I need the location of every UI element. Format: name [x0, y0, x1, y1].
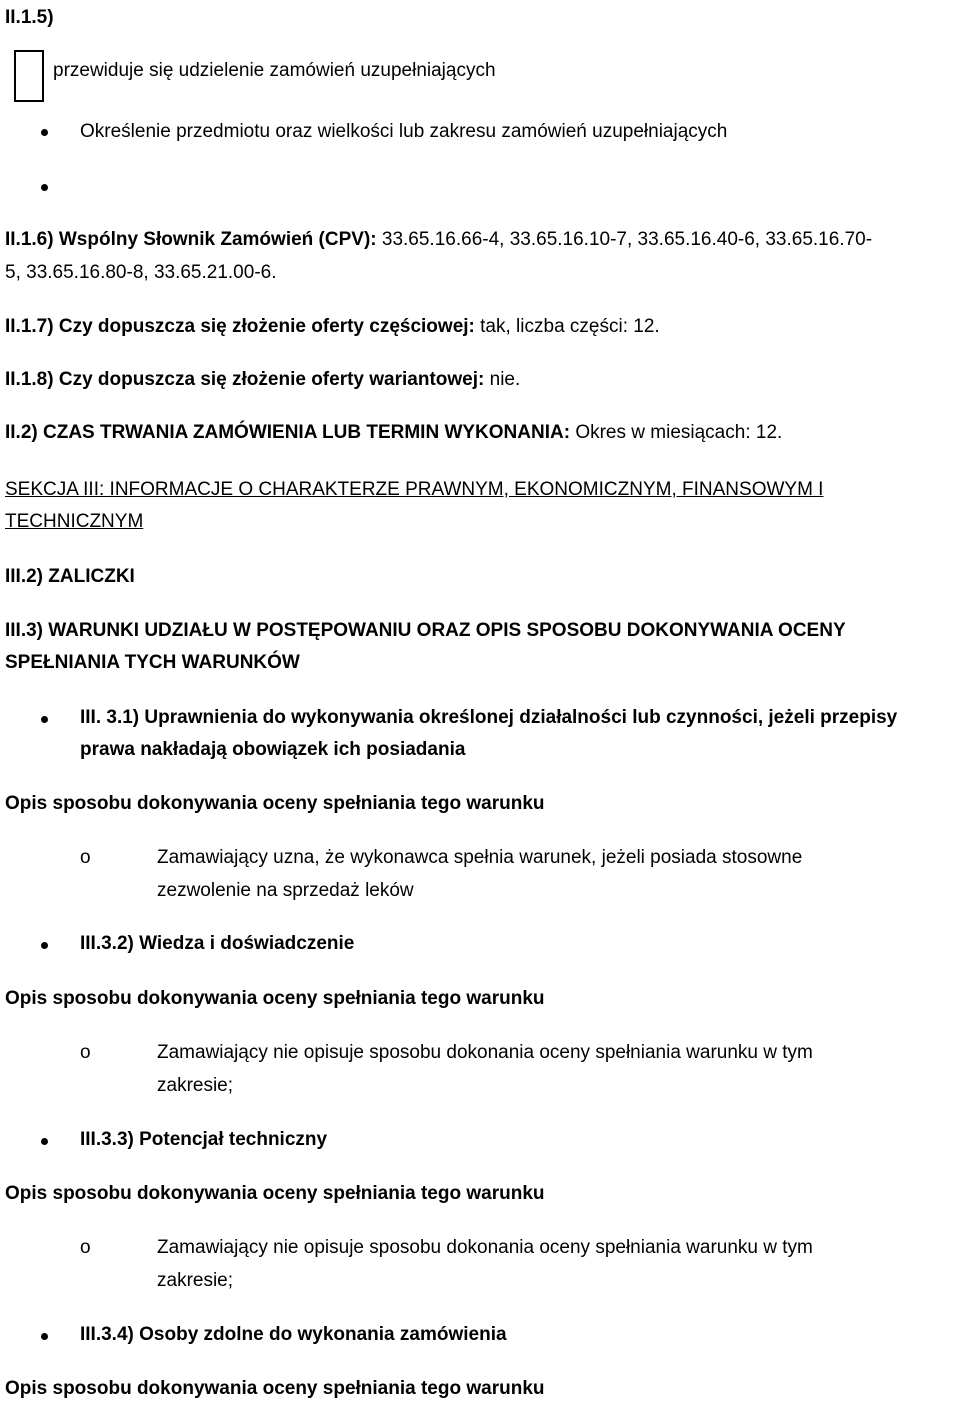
circle-bullet-icon: o [80, 1042, 91, 1063]
warunki-heading-2: SPEŁNIANIA TYCH WARUNKÓW [5, 652, 300, 673]
czas-trwania-label: II.2) CZAS TRWANIA ZAMÓWIENIA LUB TERMIN WYKONANIA: [5, 422, 571, 443]
item2-sub-2: zakresie; [157, 1075, 234, 1096]
bullet-icon [41, 716, 48, 723]
item4-opis: Opis sposobu dokonywania oceny spełniania tego warunku [5, 1378, 545, 1399]
sekcja-iii-heading-2: TECHNICZNYM [5, 511, 144, 532]
bullet-icon [41, 129, 48, 136]
item1-sub-2: zezwolenie na sprzedaż leków [157, 880, 414, 901]
item1-title-2: prawa nakładają obowiązek ich posiadania [80, 739, 466, 760]
item3-opis: Opis sposobu dokonywania oceny spełniania tego warunku [5, 1183, 545, 1204]
item4-title: III.3.4) Osoby zdolne do wykonania zamówienia [80, 1324, 507, 1345]
checkbox-label: przewiduje się udzielenie zamówień uzupełniających [53, 60, 496, 81]
bullet-icon [41, 184, 48, 191]
zaliczki-heading: III.2) ZALICZKI [5, 566, 135, 587]
checkbox-icon [14, 50, 44, 102]
oferta-czesciowa-value: tak, liczba części: 12. [474, 316, 660, 337]
cpv-line-1 [5, 224, 872, 256]
bullet-icon [41, 1138, 48, 1145]
item3-sub-2: zakresie; [157, 1270, 234, 1291]
sekcja-iii-heading-1: SEKCJA III: INFORMACJE O CHARAKTERZE PRAWNYM, EKONOMICZNYM, FINANSOWYM I [5, 479, 824, 500]
cpv-values-2: 5, 33.65.16.80-8, 33.65.21.00-6. [5, 262, 277, 283]
bullet-icon [41, 1333, 48, 1340]
cpv-label: II.1.6) Wspólny Słownik Zamówień (CPV): [5, 229, 377, 250]
section-heading-ii-1-5: II.1.5) [5, 7, 54, 28]
circle-bullet-icon: o [80, 1237, 91, 1258]
item2-opis: Opis sposobu dokonywania oceny spełniania tego warunku [5, 988, 545, 1009]
item1-title-1: III. 3.1) Uprawnienia do wykonywania określonej działalności lub czynności, jeżeli przepisy [80, 707, 898, 728]
item2-sub-1: Zamawiający nie opisuje sposobu dokonania oceny spełniania warunku w tym [157, 1042, 813, 1063]
bullet-text-zamowienia: Określenie przedmiotu oraz wielkości lub zakresu zamówień uzupełniających [80, 121, 728, 142]
oferta-czesciowa-line [5, 311, 660, 343]
warunki-heading-1: III.3) WARUNKI UDZIAŁU W POSTĘPOWANIU ORAZ OPIS SPOSOBU DOKONYWANIA OCENY [5, 620, 846, 641]
item1-opis: Opis sposobu dokonywania oceny spełniania tego warunku [5, 793, 545, 814]
oferta-czesciowa-label: II.1.7) Czy dopuszcza się złożenie oferty częściowej: [5, 316, 475, 337]
cpv-values-1: 33.65.16.66-4, 33.65.16.10-7, 33.65.16.40-6, 33.65.16.70- [376, 229, 873, 250]
circle-bullet-icon: o [80, 847, 91, 868]
oferta-wariantowa-line [5, 364, 520, 396]
item3-sub-1: Zamawiający nie opisuje sposobu dokonania oceny spełniania warunku w tym [157, 1237, 813, 1258]
czas-trwania-line [5, 417, 782, 449]
item1-sub-1: Zamawiający uzna, że wykonawca spełnia warunek, jeżeli posiada stosowne [157, 847, 803, 868]
oferta-wariantowa-label: II.1.8) Czy dopuszcza się złożenie oferty wariantowej: [5, 369, 485, 390]
item3-title: III.3.3) Potencjał techniczny [80, 1129, 328, 1150]
item2-title: III.3.2) Wiedza i doświadczenie [80, 933, 355, 954]
oferta-wariantowa-value: nie. [484, 369, 521, 390]
bullet-icon [41, 942, 48, 949]
czas-trwania-value: Okres w miesiącach: 12. [570, 422, 783, 443]
